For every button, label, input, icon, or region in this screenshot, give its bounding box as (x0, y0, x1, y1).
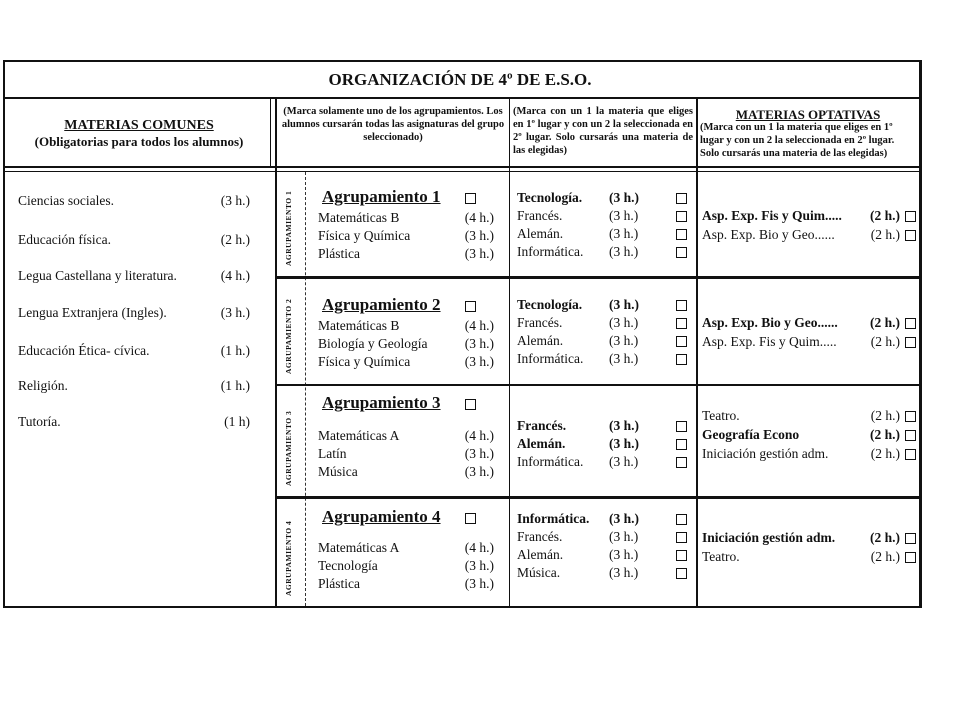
optativa-name: Asp. Exp. Bio y Geo...... (702, 227, 835, 242)
group-subject (318, 318, 494, 334)
optativa-checkbox[interactable] (905, 230, 916, 241)
subject-name: Matemáticas A (318, 428, 400, 443)
subject-hours: (4 h.) (464, 210, 494, 225)
subject-name: Ciencias sociales. (18, 193, 114, 208)
optativa-hours: (2 h.) (870, 530, 900, 545)
elective-hours: (3 h.) (609, 547, 639, 562)
subject-hours: (3 h.) (464, 576, 494, 591)
elective-name: Informática. (517, 244, 584, 259)
optativa-item (702, 334, 916, 350)
elective-hours: (3 h.) (609, 351, 639, 366)
elective-hours: (3 h.) (609, 511, 639, 526)
elective-name: Alemán. (517, 547, 564, 562)
group-subject (318, 246, 494, 262)
subject-name: Educación Ética- cívica. (18, 343, 150, 358)
optativas-title: MATERIAS OPTATIVAS (735, 107, 881, 122)
group-checkbox[interactable] (465, 193, 476, 204)
elective-hours: (3 h.) (609, 244, 639, 259)
group-title-row (322, 393, 476, 413)
elective-checkbox[interactable] (676, 336, 687, 347)
subject-name: Física y Química (318, 354, 411, 369)
optativa-item (702, 446, 916, 462)
elective-name: Tecnología. (517, 297, 583, 312)
elective-item (517, 208, 687, 224)
subject-hours: (3 h.) (464, 246, 494, 261)
subject-hours: (1 h.) (220, 343, 250, 358)
elective-checkbox[interactable] (676, 457, 687, 468)
elective-item (517, 565, 687, 581)
optativa-hours: (2 h.) (870, 446, 900, 461)
subject-hours: (3 h.) (464, 336, 494, 351)
comunes-item (18, 193, 250, 209)
optativa-checkbox[interactable] (905, 318, 916, 329)
subject-name: Tecnología (318, 558, 378, 573)
elective-checkbox[interactable] (676, 211, 687, 222)
elective-checkbox[interactable] (676, 354, 687, 365)
subject-name: Matemáticas B (318, 210, 400, 225)
elective-checkbox[interactable] (676, 532, 687, 543)
subject-hours: (1 h) (224, 414, 250, 429)
optativa-name: Teatro. (702, 408, 740, 423)
elective-item (517, 333, 687, 349)
page-title: ORGANIZACIÓN DE 4º DE E.S.O. (328, 70, 592, 89)
optativa-name: Asp. Exp. Fis y Quim..... (702, 208, 842, 223)
optativa-hours: (2 h.) (870, 334, 900, 349)
comunes-item (18, 232, 250, 248)
subject-hours: (3 h.) (464, 464, 494, 479)
elective-hours: (3 h.) (609, 297, 639, 312)
subject-hours: (4 h.) (464, 318, 494, 333)
frame-left (3, 60, 5, 608)
group-subject (318, 576, 494, 592)
elective-item (517, 547, 687, 563)
comunes-item (18, 305, 250, 321)
subject-name: Matemáticas B (318, 318, 400, 333)
frame-bottom (3, 606, 921, 608)
group-title: Agrupamiento 4 (322, 507, 441, 526)
group-subject (318, 354, 494, 370)
elective-checkbox[interactable] (676, 229, 687, 240)
frame-top (3, 60, 921, 62)
group-vertical-label: AGRUPAMIENTO 4 (284, 520, 293, 596)
subject-name: Legua Castellana y literatura. (18, 268, 177, 283)
eleccion-header: (Marca con un 1 la materia que eliges en 1º lugar y con un 2 la seleccionada en 2º lugar. Solo cursarás una materia de las elegidas) (513, 106, 693, 156)
elective-item (517, 418, 687, 434)
group-title: Agrupamiento 1 (322, 187, 441, 206)
group-title-row (322, 187, 476, 207)
elective-hours: (3 h.) (609, 454, 639, 469)
group-subject (318, 446, 494, 462)
subject-hours: (3 h.) (220, 193, 250, 208)
elective-name: Informática. (517, 454, 584, 469)
subject-name: Latín (318, 446, 347, 461)
elective-name: Informática. (517, 511, 590, 526)
elective-hours: (3 h.) (609, 315, 639, 330)
elective-checkbox[interactable] (676, 247, 687, 258)
elective-hours: (3 h.) (609, 436, 639, 451)
elective-name: Francés. (517, 315, 563, 330)
col-sep-1b (270, 99, 271, 168)
optativa-name: Teatro. (702, 549, 740, 564)
elective-checkbox[interactable] (676, 439, 687, 450)
group-subject (318, 228, 494, 244)
agrupamientos-header: (Marca solamente uno de los agrupamientos. Los alumnos cursarán todas las asignaturas del grupo seleccionado) (281, 106, 505, 143)
optativa-hours: (2 h.) (870, 315, 900, 330)
elective-item (517, 511, 687, 527)
comunes-subtitle: (Obligatorias para todos los alumnos) (34, 134, 244, 149)
elective-item (517, 454, 687, 470)
optativa-checkbox[interactable] (905, 449, 916, 460)
elective-name: Alemán. (517, 333, 564, 348)
group-checkbox[interactable] (465, 513, 476, 524)
col-sep-1 (275, 97, 277, 608)
subject-name: Educación física. (18, 232, 111, 247)
optativa-hours: (2 h.) (870, 549, 900, 564)
optativa-item (702, 549, 916, 565)
optativa-name: Geografía Econo (702, 427, 800, 442)
group-vertical-label: AGRUPAMIENTO 2 (284, 298, 293, 374)
group-vertical-label: AGRUPAMIENTO 1 (284, 190, 293, 266)
optativa-checkbox[interactable] (905, 411, 916, 422)
group-title-row (322, 295, 476, 315)
elective-hours: (3 h.) (609, 418, 639, 433)
subject-name: Plástica (318, 246, 360, 261)
optativas-subtitle: (Marca con un 1 la materia que eliges en 1º lugar y con un 2 la seleccionada en 2º lugar. Solo cursarás una materia de las elegidas) (700, 122, 895, 159)
comunes-item (18, 378, 250, 394)
elective-hours: (3 h.) (609, 333, 639, 348)
frame-right (919, 60, 922, 608)
header-divider (3, 166, 921, 168)
subject-hours: (3 h.) (464, 446, 494, 461)
col-sep-2 (305, 172, 306, 606)
optativa-checkbox[interactable] (905, 211, 916, 222)
group-subject (318, 428, 494, 444)
elective-name: Tecnología. (517, 190, 583, 205)
optativa-item (702, 315, 916, 331)
elective-name: Francés. (517, 208, 563, 223)
elective-item (517, 244, 687, 260)
subject-name: Física y Química (318, 228, 411, 243)
optativa-hours: (2 h.) (870, 408, 900, 423)
group-sep-3 (277, 496, 921, 499)
elective-checkbox[interactable] (676, 568, 687, 579)
optativa-item (702, 208, 916, 224)
elective-name: Alemán. (517, 226, 564, 241)
subject-hours: (3 h.) (220, 305, 250, 320)
elective-hours: (3 h.) (609, 190, 639, 205)
elective-item (517, 351, 687, 367)
elective-checkbox[interactable] (676, 300, 687, 311)
group-title: Agrupamiento 2 (322, 295, 441, 314)
optativas-header (700, 108, 916, 160)
optativa-item (702, 408, 916, 424)
group-title-row (322, 507, 476, 527)
elective-checkbox[interactable] (676, 514, 687, 525)
col-sep-3 (509, 97, 510, 608)
comunes-title: MATERIAS COMUNES (64, 118, 214, 133)
group-checkbox[interactable] (465, 399, 476, 410)
subject-hours: (3 h.) (464, 354, 494, 369)
subject-name: Música (318, 464, 358, 479)
subject-hours: (3 h.) (464, 558, 494, 573)
comunes-header (8, 118, 270, 150)
subject-hours: (4 h.) (464, 428, 494, 443)
optativa-checkbox[interactable] (905, 533, 916, 544)
optativa-hours: (2 h.) (870, 208, 900, 223)
elective-hours: (3 h.) (609, 565, 639, 580)
elective-checkbox[interactable] (676, 193, 687, 204)
elective-name: Alemán. (517, 436, 566, 451)
group-sep-1 (277, 276, 921, 279)
subject-hours: (1 h.) (220, 378, 250, 393)
subject-name: Plástica (318, 576, 360, 591)
elective-checkbox[interactable] (676, 421, 687, 432)
subject-name: Religión. (18, 378, 68, 393)
group-vertical-label: AGRUPAMIENTO 3 (284, 410, 293, 486)
optativa-item (702, 530, 916, 546)
optativa-name: Asp. Exp. Fis y Quim..... (702, 334, 837, 349)
optativa-name: Asp. Exp. Bio y Geo...... (702, 315, 838, 330)
optativa-item (702, 227, 916, 243)
elective-hours: (3 h.) (609, 529, 639, 544)
elective-hours: (3 h.) (609, 226, 639, 241)
comunes-item (18, 414, 250, 430)
subject-hours: (2 h.) (220, 232, 250, 247)
optativa-checkbox[interactable] (905, 552, 916, 563)
header-divider-2 (3, 171, 921, 172)
optativa-hours: (2 h.) (870, 227, 900, 242)
comunes-item (18, 343, 250, 359)
optativa-checkbox[interactable] (905, 337, 916, 348)
subject-hours: (4 h.) (464, 540, 494, 555)
elective-checkbox[interactable] (676, 318, 687, 329)
elective-name: Informática. (517, 351, 584, 366)
group-title: Agrupamiento 3 (322, 393, 441, 412)
optativa-name: Iniciación gestión adm. (702, 446, 829, 461)
elective-item (517, 190, 687, 206)
subject-name: Tutoría. (18, 414, 61, 429)
title-divider (3, 97, 921, 99)
group-subject (318, 210, 494, 226)
group-subject (318, 464, 494, 480)
subject-name: Biología y Geología (318, 336, 428, 351)
subject-name: Matemáticas A (318, 540, 400, 555)
optativa-checkbox[interactable] (905, 430, 916, 441)
comunes-item (18, 268, 250, 284)
elective-item (517, 315, 687, 331)
group-subject (318, 336, 494, 352)
subject-hours: (4 h.) (220, 268, 250, 283)
elective-name: Francés. (517, 418, 567, 433)
optativa-item (702, 427, 916, 443)
elective-item (517, 226, 687, 242)
subject-hours: (3 h.) (464, 228, 494, 243)
elective-item (517, 297, 687, 313)
col-sep-4 (696, 97, 698, 608)
elective-name: Francés. (517, 529, 563, 544)
group-subject (318, 558, 494, 574)
group-subject (318, 540, 494, 556)
elective-checkbox[interactable] (676, 550, 687, 561)
optativa-hours: (2 h.) (870, 427, 900, 442)
elective-name: Música. (517, 565, 561, 580)
elective-hours: (3 h.) (609, 208, 639, 223)
elective-item (517, 529, 687, 545)
group-checkbox[interactable] (465, 301, 476, 312)
group-sep-2 (277, 384, 921, 386)
subject-name: Lengua Extranjera (Ingles). (18, 305, 167, 320)
elective-item (517, 436, 687, 452)
optativa-name: Iniciación gestión adm. (702, 530, 836, 545)
